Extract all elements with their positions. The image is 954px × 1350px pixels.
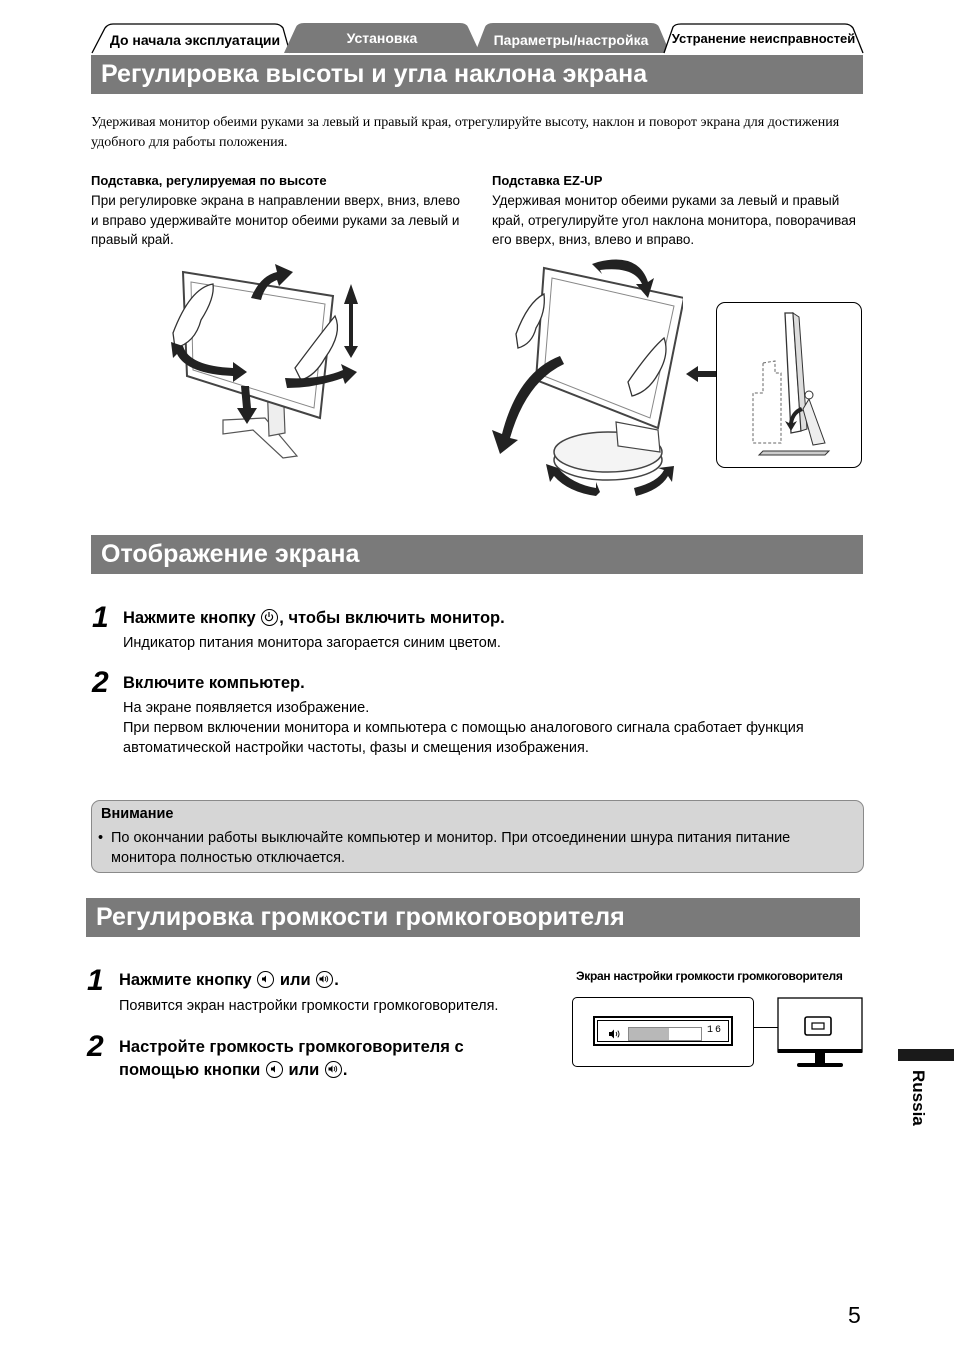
step-title-line2	[119, 1059, 464, 1082]
connector-line	[753, 1027, 778, 1028]
step-title-volume-button	[119, 971, 339, 990]
section-title-height-tilt: Регулировка высоты и угла наклона экрана	[91, 55, 863, 94]
volume-screen-caption: Экран настройки громкости громкоговорителя	[576, 969, 843, 983]
attention-box	[91, 800, 864, 873]
stand-heading-height: Подставка, регулируемая по высоте	[91, 173, 327, 188]
step-title-text: Нажмите кнопку	[119, 971, 252, 989]
tilt-detail-illustration	[717, 303, 861, 467]
tab-installation[interactable]	[284, 23, 480, 53]
step-title-text: Нажмите кнопку	[123, 609, 256, 627]
volume-down-icon	[257, 971, 274, 988]
side-tab-marker	[898, 1049, 954, 1061]
volume-osd	[593, 1016, 733, 1046]
volume-up-icon	[316, 971, 333, 988]
tab-label: До начала эксплуатации	[109, 32, 281, 48]
step-number: 1	[92, 601, 109, 634]
intro-text: Удерживая монитор обеими руками за левый и правый края, отрегулируйте высоту, наклон и поворот экрана для достижения удобного для работы положения.	[91, 115, 840, 150]
stand-text-ezup: Удерживая монитор обеими руками за левый и правый край, отрегулируйте угол наклона монитора, поворачивая его вверх, вниз, влево и вправо.	[492, 193, 856, 247]
tab-before-use[interactable]	[91, 23, 291, 53]
volume-down-icon	[266, 1061, 283, 1078]
tab-label: Устранение неисправностей	[671, 31, 856, 46]
ezup-stand-illustration	[488, 252, 683, 497]
speaker-icon	[608, 1028, 622, 1040]
volume-value: 16	[707, 1025, 724, 1036]
volume-up-icon	[325, 1061, 342, 1078]
volume-osd-inner	[597, 1020, 729, 1042]
volume-screen-frame	[572, 997, 754, 1067]
step-title-text: Настройте громкость громкоговорителя с	[119, 1038, 464, 1056]
section-title-volume: Регулировка громкости громкоговорителя	[86, 898, 860, 937]
stand-text-height: При регулировке экрана в направлении вверх, вниз, влево и вправо удерживайте монитор обеими руками за левый и правый край.	[91, 193, 461, 247]
tab-label: Параметры/настройка	[493, 32, 649, 48]
step-desc: При первом включении монитора и компьютера с помощью аналогового сигнала сработает функция автоматической настройки частоты, фазы и смещения изображения.	[123, 720, 804, 756]
attention-title: Внимание	[101, 806, 174, 822]
step-title-text: .	[334, 971, 339, 989]
step-desc: Появится экран настройки громкости громкоговорителя.	[119, 998, 499, 1014]
step-number: 2	[87, 1030, 104, 1063]
monitor-icon	[777, 997, 863, 1069]
step-number: 1	[87, 964, 104, 997]
page-number: 5	[848, 1302, 861, 1328]
stand-heading-ezup: Подставка EZ-UP	[492, 173, 603, 188]
tab-settings[interactable]	[475, 23, 671, 53]
attention-text: По окончании работы выключайте компьютер и монитор. При отсоединении шнура питания питание монитора полностью отключается.	[111, 830, 791, 866]
tilt-detail-box	[716, 302, 862, 468]
step-desc: На экране появляется изображение.	[123, 700, 370, 716]
bullet: •	[98, 830, 104, 846]
tab-label: Установка	[346, 30, 418, 46]
height-stand-illustration	[165, 258, 375, 463]
step-title-text: или	[288, 1061, 320, 1079]
step-title-adjust-volume	[119, 1036, 464, 1082]
volume-slider-fill	[629, 1028, 669, 1040]
step-title-text: .	[342, 1061, 348, 1079]
step-number: 2	[92, 666, 109, 699]
section-title-display: Отображение экрана	[91, 535, 863, 574]
step-desc: Индикатор питания монитора загорается синим цветом.	[123, 635, 501, 651]
volume-slider-track	[628, 1027, 702, 1041]
tab-troubleshooting[interactable]	[663, 23, 864, 53]
arrow-left-icon	[684, 364, 718, 384]
step-title-power	[123, 609, 505, 628]
power-icon	[261, 609, 278, 626]
step-title-text: помощью кнопки	[119, 1061, 261, 1079]
side-tab-language: Russia	[909, 1070, 928, 1126]
step-title-text: , чтобы включить монитор.	[279, 609, 505, 627]
step-title-computer: Включите компьютер.	[123, 674, 305, 692]
step-title-text: или	[279, 971, 311, 989]
